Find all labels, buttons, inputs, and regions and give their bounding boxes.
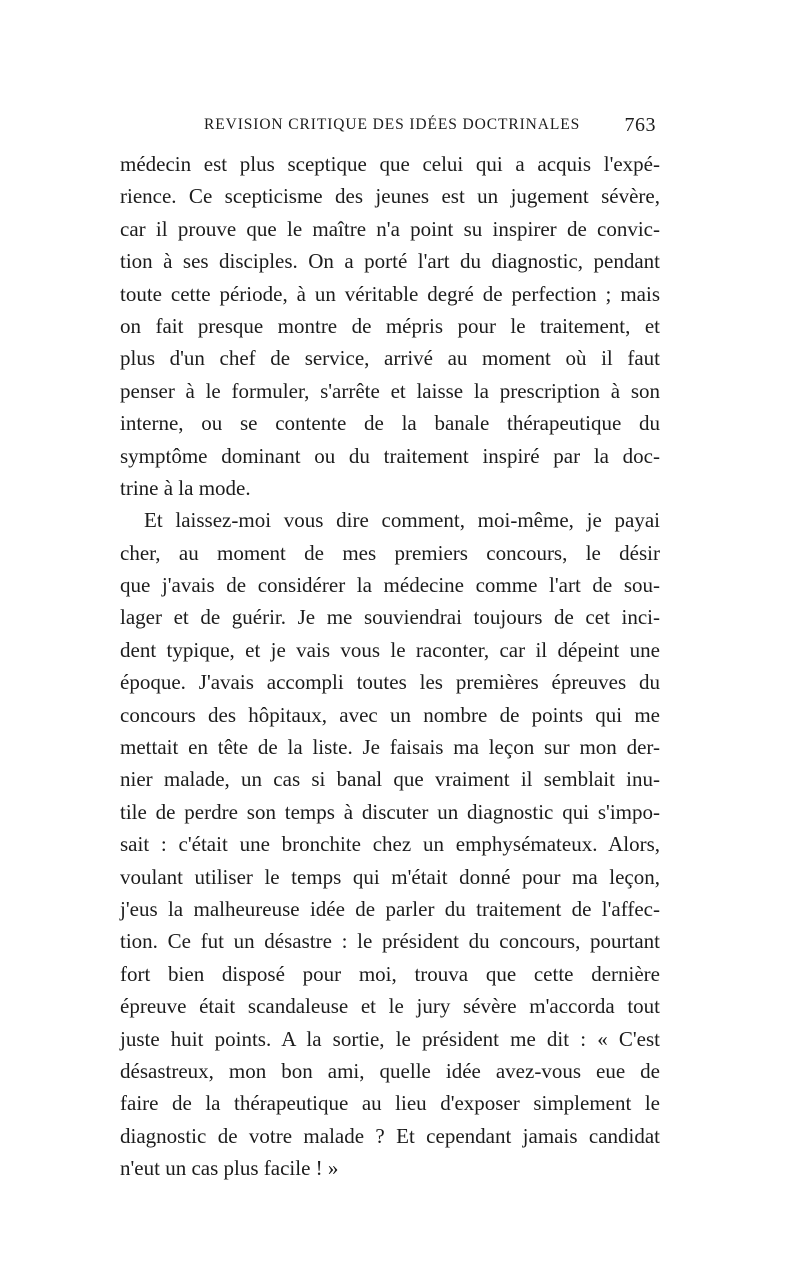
text-line: plus d'un chef de service, arrivé au moment où il faut [120,346,660,371]
text-line: épreuve était scandaleuse et le jury sévère m'accorda tout [120,994,660,1019]
page-number: 763 [624,114,656,136]
text-line: n'eut un cas plus facile ! » [120,1156,339,1181]
text-line: voulant utiliser le temps qui m'était donné pour ma leçon, [120,864,660,889]
text-line: juste huit points. A la sortie, le président me dit : « C'est [120,1026,660,1051]
text-line: penser à le formuler, s'arrête et laisse la prescription à son [120,378,660,403]
text-line: j'eus la malheureuse idée de parler du traitement de l'affec- [120,896,660,921]
text-line: tile de perdre son temps à discuter un diagnostic qui s'impo- [120,799,660,824]
text-line: symptôme dominant ou du traitement inspiré par la doc- [120,443,660,468]
text-line: désastreux, mon bon ami, quelle idée avez-vous eue de [120,1058,660,1083]
paragraph-2 [120,504,660,1184]
text-line: faire de la thérapeutique au lieu d'exposer simplement le [120,1091,660,1116]
text-line: toute cette période, à un véritable degré de perfection ; mais [120,281,660,306]
text-line: que j'avais de considérer la médecine comme l'art de sou- [120,573,660,598]
text-line: nier malade, un cas si banal que vraiment il semblait inu- [120,767,660,792]
text-line: cher, au moment de mes premiers concours, le désir [120,540,660,565]
text-line: lager et de guérir. Je me souviendrai toujours de cet inci- [120,605,660,630]
text-line: Et laissez-moi vous dire comment, moi-même, je payai [144,508,660,533]
text-line: concours des hôpitaux, avec un nombre de points qui me [120,702,660,727]
text-line: interne, ou se contente de la banale thérapeutique du [120,411,660,436]
text-line: fort bien disposé pour moi, trouva que cette dernière [120,961,660,986]
text-line: mettait en tête de la liste. Je faisais ma leçon sur mon der- [120,735,660,760]
text-line: médecin est plus sceptique que celui qui a acquis l'expé- [120,152,660,176]
running-header [204,116,656,140]
text-line: on fait presque montre de mépris pour le traitement, et [120,313,660,338]
text-line: tion. Ce fut un désastre : le président du concours, pourtant [120,929,660,954]
running-title: REVISION CRITIQUE DES IDÉES DOCTRINALES [204,116,581,133]
body-text [120,148,660,1185]
text-line: tion à ses disciples. On a porté l'art du diagnostic, pendant [120,249,660,274]
text-line: dent typique, et je vais vous le raconter, car il dépeint une [120,637,660,662]
text-line: trine à la mode. [120,475,251,500]
text-line: sait : c'était une bronchite chez un emphysémateux. Alors, [120,832,660,857]
text-line: rience. Ce scepticisme des jeunes est un jugement sévère, [120,184,660,209]
text-line: car il prouve que le maître n'a point su inspirer de convic- [120,216,660,241]
text-line: époque. J'avais accompli toutes les premières épreuves du [120,670,660,695]
text-line: diagnostic de votre malade ? Et cependant jamais candidat [120,1123,660,1148]
paragraph-1 [120,148,660,504]
